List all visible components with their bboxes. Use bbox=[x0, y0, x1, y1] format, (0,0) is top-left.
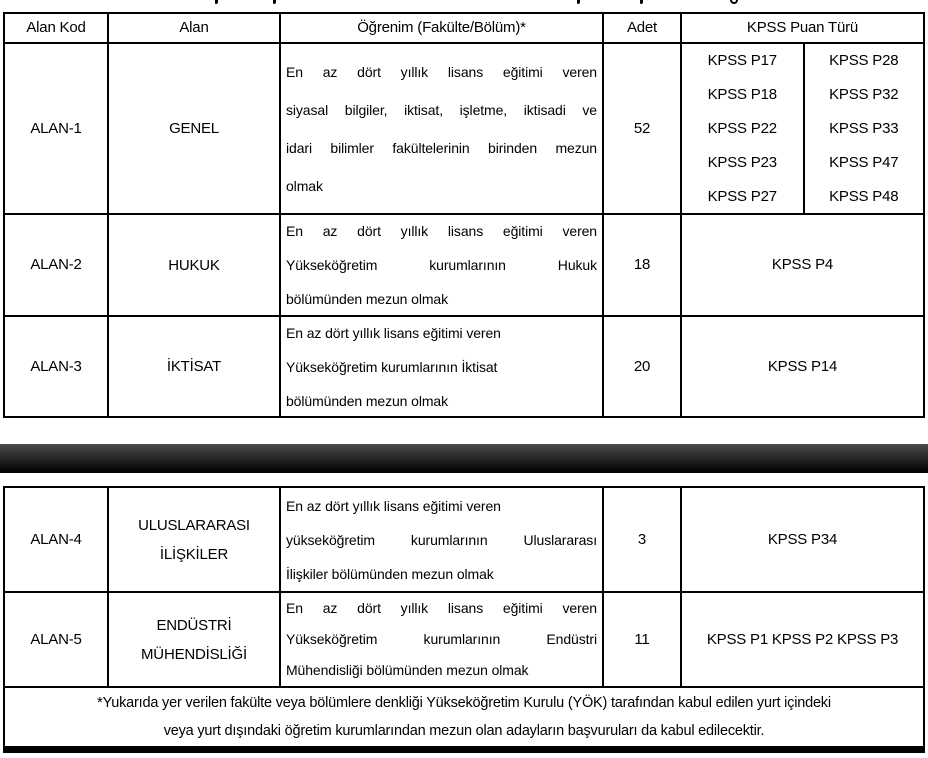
cell-kpss: KPSS P1 KPSS P2 KPSS P3 bbox=[680, 591, 923, 686]
kpss-score-type: KPSS P28 bbox=[829, 52, 899, 69]
kpss-score-type: KPSS P48 bbox=[829, 188, 899, 205]
kpss-subcolumn-right bbox=[803, 44, 924, 213]
cell-ogrenim bbox=[279, 315, 602, 416]
kpss-score-type: KPSS P32 bbox=[829, 86, 899, 103]
cell-adet: 20 bbox=[602, 315, 680, 416]
kpss-score-type: KPSS P33 bbox=[829, 120, 899, 137]
alan-table-1 bbox=[3, 12, 925, 418]
cell-adet: 18 bbox=[602, 213, 680, 315]
clipped-title-line bbox=[0, 0, 928, 12]
kpss-score-type: KPSS P18 bbox=[707, 86, 777, 103]
footnote-line: *Yukarıda yer verilen fakülte veya bölümlere denkliği Yükseköğretim Kurulu (YÖK) tarafından kabul edilen yurt içindeki bbox=[97, 695, 831, 711]
kpss-score-type: KPSS P47 bbox=[829, 154, 899, 171]
cell-adet: 3 bbox=[602, 488, 680, 591]
separator-band bbox=[0, 444, 928, 473]
ogrenim-line: En az dört yıllık lisans eğitimi veren bbox=[286, 324, 501, 341]
ogrenim-line: bölümünden mezun olmak bbox=[286, 291, 449, 307]
cell-ogrenim bbox=[279, 42, 602, 213]
cell-alan: ENDÜSTRİ MÜHENDİSLİĞİ bbox=[107, 591, 279, 686]
column-header-kpss: KPSS Puan Türü bbox=[680, 14, 923, 42]
cell-kpss bbox=[680, 42, 923, 213]
ogrenim-line: Yükseköğretim kurumlarının Endüstri bbox=[286, 631, 597, 647]
clipped-text-remnant bbox=[215, 0, 218, 4]
ogrenim-line: En az dört yıllık lisans eğitimi veren bbox=[286, 63, 597, 80]
column-header-alan-kod: Alan Kod bbox=[26, 19, 86, 36]
clipped-text-remnant bbox=[640, 0, 643, 4]
cell-alan-kod: ALAN-4 bbox=[30, 530, 82, 548]
ogrenim-line: siyasal bilgiler, iktisat, işletme, iktisadi ve bbox=[286, 101, 597, 118]
cell-kpss: KPSS P14 bbox=[680, 315, 923, 416]
ogrenim-line: İlişkiler bölümünden mezun olmak bbox=[286, 565, 494, 582]
ogrenim-line: En az dört yıllık lisans eğitimi veren bbox=[286, 223, 597, 239]
cell-alan-kod: ALAN-1 bbox=[5, 42, 107, 213]
cell-kpss: KPSS P34 bbox=[680, 488, 923, 591]
ogrenim-line: yükseköğretim kurumlarının Uluslararası bbox=[286, 531, 597, 548]
column-header-ogrenim: Öğrenim (Fakülte/Bölüm)* bbox=[279, 14, 602, 42]
cell-ogrenim bbox=[279, 488, 602, 591]
cell-ogrenim bbox=[279, 213, 602, 315]
cell-adet: 52 bbox=[602, 42, 680, 213]
footnote-line: veya yurt dışındaki öğretim kurumlarından mezun olan adayların başvuruları da kabul edilecektir. bbox=[163, 723, 765, 739]
cell-adet: 11 bbox=[602, 591, 680, 686]
ogrenim-line: bölümünden mezun olmak bbox=[286, 392, 449, 409]
cell-alan: GENEL bbox=[107, 42, 279, 213]
cell-alan: İKTİSAT bbox=[107, 315, 279, 416]
column-header-alan: Alan bbox=[107, 14, 279, 42]
clipped-text-remnant bbox=[273, 0, 276, 4]
ogrenim-line: idari bilimler fakültelerinin birinden mezun bbox=[286, 139, 597, 156]
clipped-text-remnant bbox=[730, 0, 738, 4]
clipped-text-remnant bbox=[577, 0, 580, 4]
kpss-score-type: KPSS P27 bbox=[707, 188, 777, 205]
kpss-score-type: KPSS P23 bbox=[707, 154, 777, 171]
ogrenim-line: Yükseköğretim kurumlarının Hukuk bbox=[286, 257, 597, 273]
alan-table-2 bbox=[3, 486, 925, 753]
ogrenim-line: En az dört yıllık lisans eğitimi veren bbox=[286, 600, 597, 616]
kpss-subcolumn-left bbox=[682, 44, 803, 213]
footnote bbox=[5, 686, 923, 746]
cell-alan-kod: ALAN-5 bbox=[5, 591, 107, 686]
cell-alan-kod: ALAN-3 bbox=[5, 315, 107, 416]
ogrenim-line: olmak bbox=[286, 177, 323, 194]
kpss-score-type: KPSS P17 bbox=[707, 52, 777, 69]
column-header-adet: Adet bbox=[602, 14, 680, 42]
ogrenim-line: Yükseköğretim kurumlarının İktisat bbox=[286, 358, 498, 375]
ogrenim-line: Mühendisliği bölümünden mezun olmak bbox=[286, 662, 529, 678]
ogrenim-line: En az dört yıllık lisans eğitimi veren bbox=[286, 497, 501, 514]
cell-alan-kod: ALAN-2 bbox=[5, 213, 107, 315]
cell-alan: HUKUK bbox=[107, 213, 279, 315]
cell-ogrenim bbox=[279, 591, 602, 686]
cell-kpss: KPSS P4 bbox=[680, 213, 923, 315]
kpss-score-type: KPSS P22 bbox=[707, 120, 777, 137]
cell-alan: ULUSLARARASI İLİŞKİLER bbox=[107, 488, 279, 591]
